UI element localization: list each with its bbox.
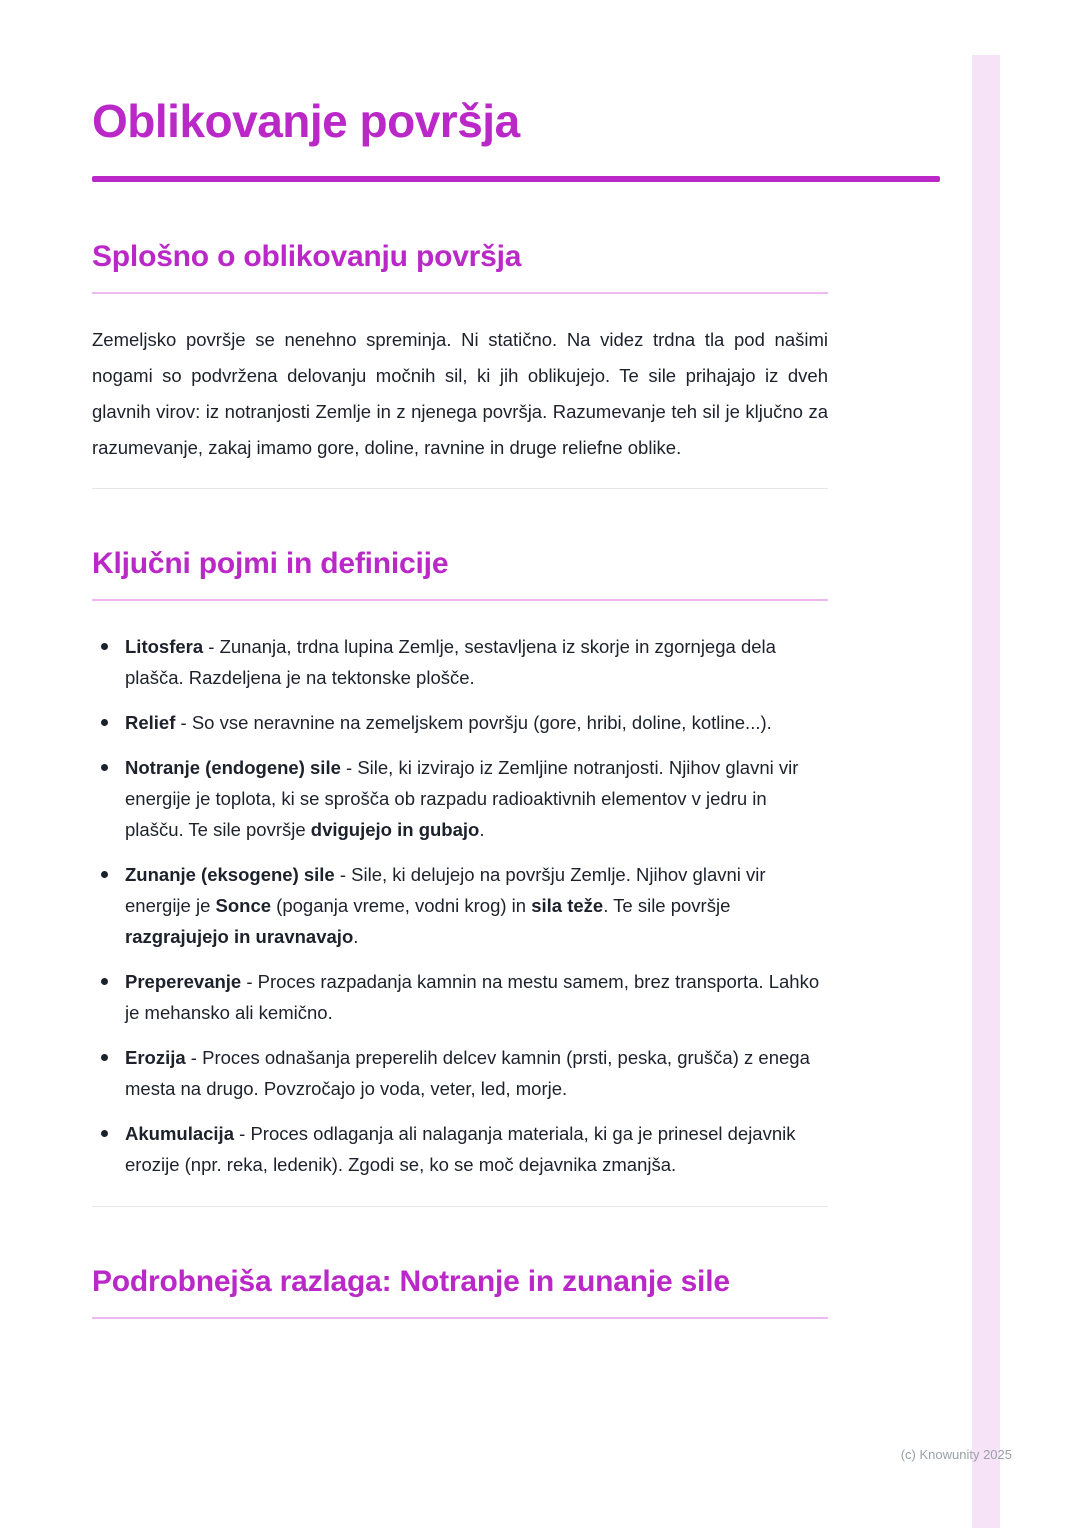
right-edge-stripe (972, 55, 1000, 1528)
term-item: Preperevanje - Proces razpadanja kamnin na mestu samem, brez transporta. Lahko je mehansko ali kemično. (92, 966, 828, 1028)
section-heading-splosno: Splošno o oblikovanju površja (92, 240, 522, 273)
term-item: Relief - So vse neravnine na zemeljskem površju (gore, hribi, doline, kotline...). (92, 707, 828, 738)
page-title: Oblikovanje površja (92, 95, 520, 147)
title-rule (92, 176, 940, 182)
section-heading-underline (92, 599, 828, 601)
section-heading-underline (92, 292, 828, 294)
term-item: Zunanje (eksogene) sile - Sile, ki delujejo na površju Zemlje. Njihov glavni vir energije je Sonce (poganja vreme, vodni krog) in sila teže. Te sile površje razgrajujejo in uravnavajo. (92, 859, 828, 952)
term-item: Akumulacija - Proces odlaganja ali nalaganja materiala, ki ga je prinesel dejavnik erozije (npr. reka, ledenik). Zgodi se, ko se moč dejavnika zmanjša. (92, 1118, 828, 1180)
section-podrobnejsa (92, 1263, 828, 1319)
section-heading-podrobnejsa: Podrobnejša razlaga: Notranje in zunanje sile (92, 1265, 730, 1298)
document-page (92, 0, 828, 1319)
section-heading-underline (92, 1317, 828, 1319)
terms-list (92, 631, 828, 1180)
section-divider (92, 488, 828, 489)
section-heading-kljucni-pojmi: Ključni pojmi in definicije (92, 547, 449, 580)
section-divider (92, 1206, 828, 1207)
term-item: Notranje (endogene) sile - Sile, ki izvirajo iz Zemljine notranjosti. Njihov glavni vir energije je toplota, ki se sprošča ob razpadu radioaktivnih elementov v jedru in plašču. Te sile površje dvigujejo in gubajo. (92, 752, 828, 845)
copyright: (c) Knowunity 2025 (900, 1447, 1012, 1462)
term-item: Litosfera - Zunanja, trdna lupina Zemlje, sestavljena iz skorje in zgornjega dela plašča. Razdeljena je na tektonske plošče. (92, 631, 828, 693)
section-kljucni-pojmi (92, 545, 828, 1180)
section-splosno (92, 238, 828, 466)
term-item: Erozija - Proces odnašanja preperelih delcev kamnin (prsti, peska, grušča) z enega mesta na drugo. Povzročajo jo voda, veter, led, morje. (92, 1042, 828, 1104)
intro-paragraph: Zemeljsko površje se nenehno spreminja. Ni statično. Na videz trdna tla pod našimi nogami so podvržena delovanju močnih sil, ki jih oblikujejo. Te sile prihajajo iz dveh glavnih virov: iz notranjosti Zemlje in z njenega površja. Razumevanje teh sil je ključno za razumevanje, zakaj imamo gore, doline, ravnine in druge reliefne oblike. (92, 329, 828, 458)
